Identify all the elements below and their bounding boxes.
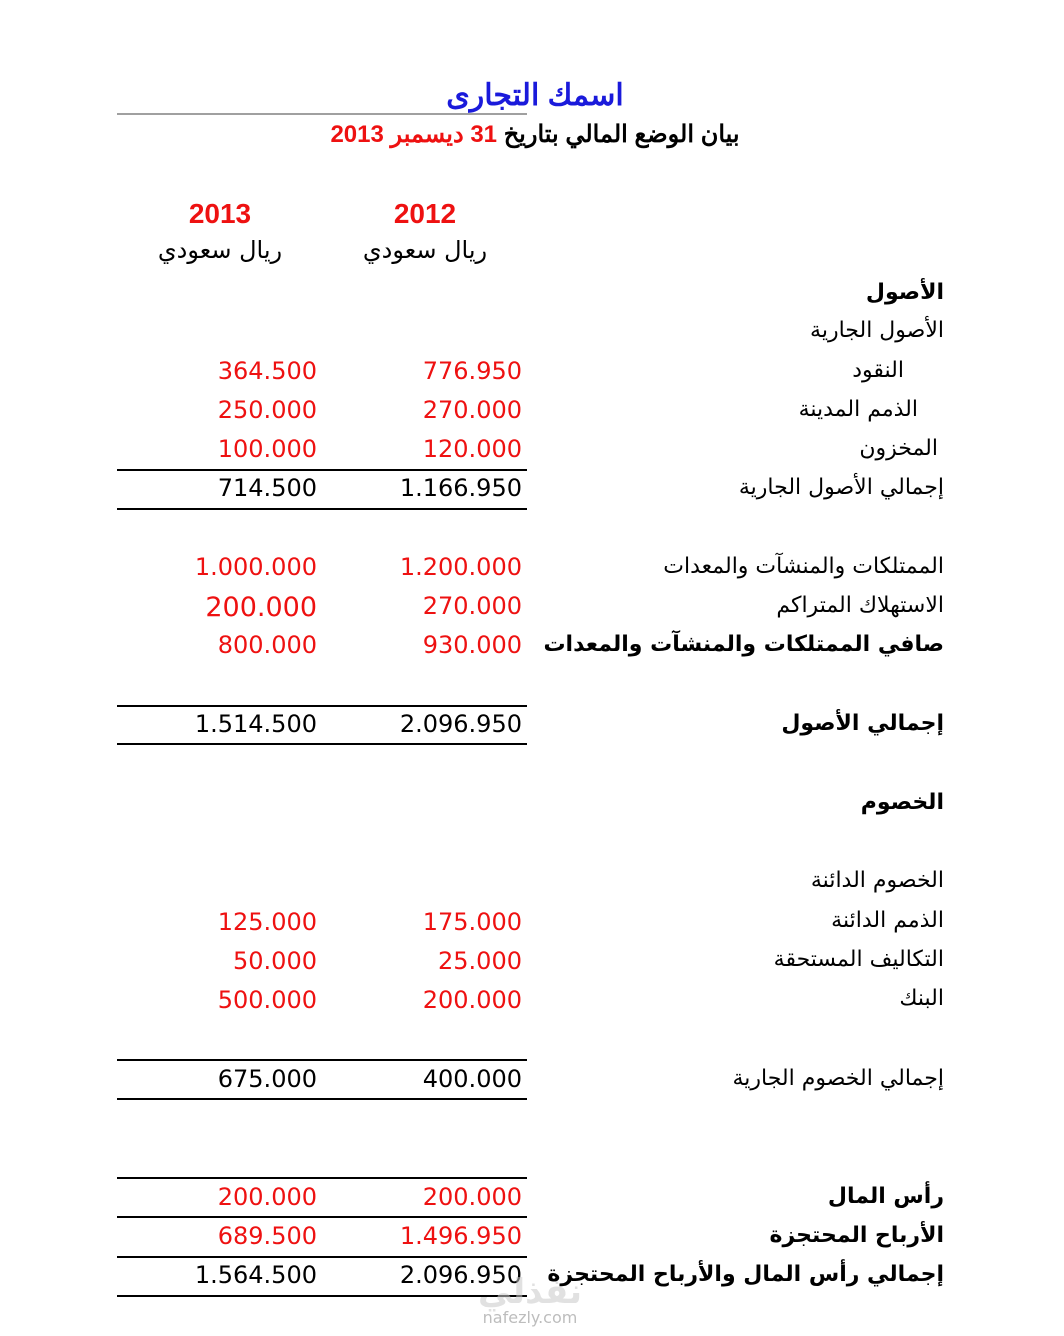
total-current-liabilities-2012: 400.000 — [422, 1065, 522, 1093]
retained-earnings-label: الأرباح المحتجزة — [769, 1223, 944, 1248]
receivables-2013: 250.000 — [217, 396, 317, 424]
watermark — [465, 1272, 595, 1327]
total-current-liabilities-2013: 675.000 — [217, 1065, 317, 1093]
accrued-expenses-2012: 25.000 — [438, 947, 522, 975]
column-year-2013: 2013 — [188, 198, 252, 229]
accrued-expenses-2013: 50.000 — [233, 947, 317, 975]
ppe-label: الممتلكات والمنشآت والمعدات — [663, 554, 944, 579]
column-year-2012: 2012 — [393, 198, 457, 229]
cash-2013: 364.500 — [217, 357, 317, 385]
statement-date: 31 ديسمبر 2013 — [330, 121, 498, 148]
watermark-logo: نفذلي — [477, 1272, 583, 1312]
divider — [117, 705, 527, 707]
total-assets-label: إجمالي الأصول — [781, 711, 944, 736]
net-ppe-2012: 930.000 — [422, 631, 522, 659]
bank-2012: 200.000 — [422, 986, 522, 1014]
divider — [117, 1098, 527, 1100]
divider — [117, 1059, 527, 1061]
watermark-site: nafezly.com — [482, 1308, 578, 1327]
cash-2012: 776.950 — [422, 357, 522, 385]
net-ppe-label: صافي الممتلكات والمنشآت والمعدات — [543, 632, 944, 657]
payables-2013: 125.000 — [217, 908, 317, 936]
payables-2012: 175.000 — [422, 908, 522, 936]
divider — [117, 1256, 527, 1258]
total-assets-2013: 1.514.500 — [194, 710, 317, 738]
liabilities-heading: الخصوم — [860, 790, 944, 815]
accumulated-depreciation-2012: 270.000 — [422, 592, 522, 620]
net-ppe-2013: 800.000 — [217, 631, 317, 659]
total-equity-2012: 2.096.950 — [399, 1261, 522, 1289]
capital-2012: 200.000 — [422, 1183, 522, 1211]
capital-2013: 200.000 — [217, 1183, 317, 1211]
payables-label: الذمم الدائنة — [831, 908, 944, 933]
ppe-2012: 1.200.000 — [399, 553, 522, 581]
company-name: اسمك التجارى — [446, 79, 624, 112]
accrued-expenses-label: التكاليف المستحقة — [773, 947, 944, 972]
divider — [117, 469, 527, 471]
total-equity-label: إجمالي رأس المال والأرباح المحتجزة — [547, 1262, 944, 1287]
retained-earnings-2013: 689.500 — [217, 1222, 317, 1250]
statement-title — [300, 120, 770, 149]
divider — [117, 1216, 527, 1218]
statement-title-prefix: بيان الوضع المالي بتاريخ — [503, 121, 740, 148]
total-assets-2012: 2.096.950 — [399, 710, 522, 738]
total-current-liabilities-label: إجمالي الخصوم الجارية — [732, 1066, 944, 1091]
ppe-2013: 1.000.000 — [194, 553, 317, 581]
cash-label: النقود — [852, 358, 904, 383]
inventory-2013: 100.000 — [217, 435, 317, 463]
column-currency-2012: ريال سعودي — [362, 236, 488, 264]
divider — [117, 508, 527, 510]
capital-label: رأس المال — [827, 1184, 944, 1209]
total-current-assets-2012: 1.166.950 — [399, 474, 522, 502]
receivables-label: الذمم المدينة — [798, 397, 918, 422]
bank-label: البنك — [899, 986, 944, 1011]
total-current-assets-2013: 714.500 — [217, 474, 317, 502]
inventory-2012: 120.000 — [422, 435, 522, 463]
column-currency-2013: ريال سعودي — [157, 236, 283, 264]
bank-2013: 500.000 — [217, 986, 317, 1014]
assets-heading: الأصول — [865, 280, 944, 305]
inventory-label: المخزون — [859, 436, 938, 461]
retained-earnings-2012: 1.496.950 — [399, 1222, 522, 1250]
receivables-2012: 270.000 — [422, 396, 522, 424]
current-assets-heading: الأصول الجارية — [810, 318, 944, 343]
total-equity-2013: 1.564.500 — [194, 1261, 317, 1289]
total-current-assets-label: إجمالي الأصول الجارية — [738, 475, 944, 500]
accumulated-depreciation-label: الاستهلاك المتراكم — [776, 593, 944, 618]
accumulated-depreciation-2013: 200.000 — [205, 592, 317, 623]
title-underline — [117, 113, 527, 115]
current-liabilities-heading: الخصوم الدائنة — [810, 868, 944, 893]
divider — [117, 743, 527, 745]
divider — [117, 1177, 527, 1179]
